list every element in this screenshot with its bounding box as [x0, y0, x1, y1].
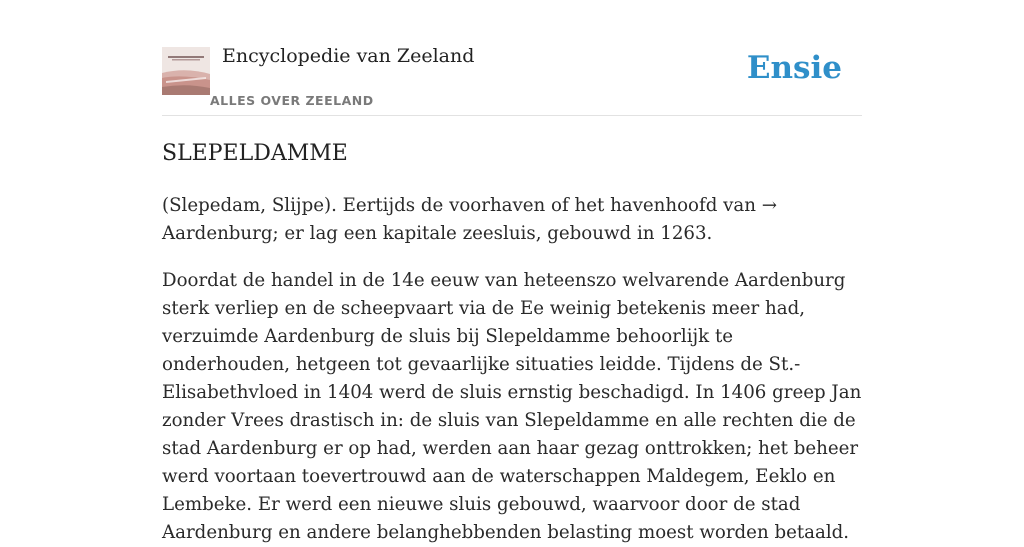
site-title[interactable]: Encyclopedie van Zeeland	[222, 45, 475, 67]
article	[162, 138, 862, 547]
intro-text: (Slepedam, Slijpe). Eertijds de voorhaven of het havenhoofd van	[162, 195, 762, 216]
aardenburg-link-label: Aardenburg	[162, 223, 273, 244]
right-arrow-icon: →	[761, 195, 778, 216]
article-intro-paragraph	[162, 192, 862, 248]
zeeland-thumbnail-icon	[162, 47, 210, 95]
intro-text-continued: ; er lag een kapitale zeesluis, gebouwd in 1263.	[272, 223, 713, 244]
site-subtitle: ALLES OVER ZEELAND	[210, 93, 374, 108]
site-avatar[interactable]	[162, 47, 210, 95]
article-title: SLEPELDAMME	[162, 141, 348, 166]
site-header	[162, 0, 862, 116]
article-body-paragraph: Doordat de handel in de 14e eeuw van heteenszo welvarende Aardenburg sterk verliep en de scheepvaart via de Ee weinig betekenis meer had, verzuimde Aardenburg de sluis bij Slepeldamme behoorlijk te onderhouden, hetgeen tot gevaarlijke situaties leidde. Tijdens de St.-Elisabethvloed in 1404 werd de sluis ernstig beschadigd. In 1406 greep Jan zonder Vrees drastisch in: de sluis van Slepeldamme en alle rechten die de stad Aardenburg er op had, werden aan haar gezag onttrokken; het beheer werd voortaan toevertrouwd aan de waterschappen Maldegem, Eeklo en Lembeke. Er werd een nieuwe sluis gebouwd, waarvoor door de stad Aardenburg en andere belanghebbenden belasting moest worden betaald.	[162, 270, 862, 543]
ensie-logo[interactable]: Ensie	[746, 50, 842, 86]
